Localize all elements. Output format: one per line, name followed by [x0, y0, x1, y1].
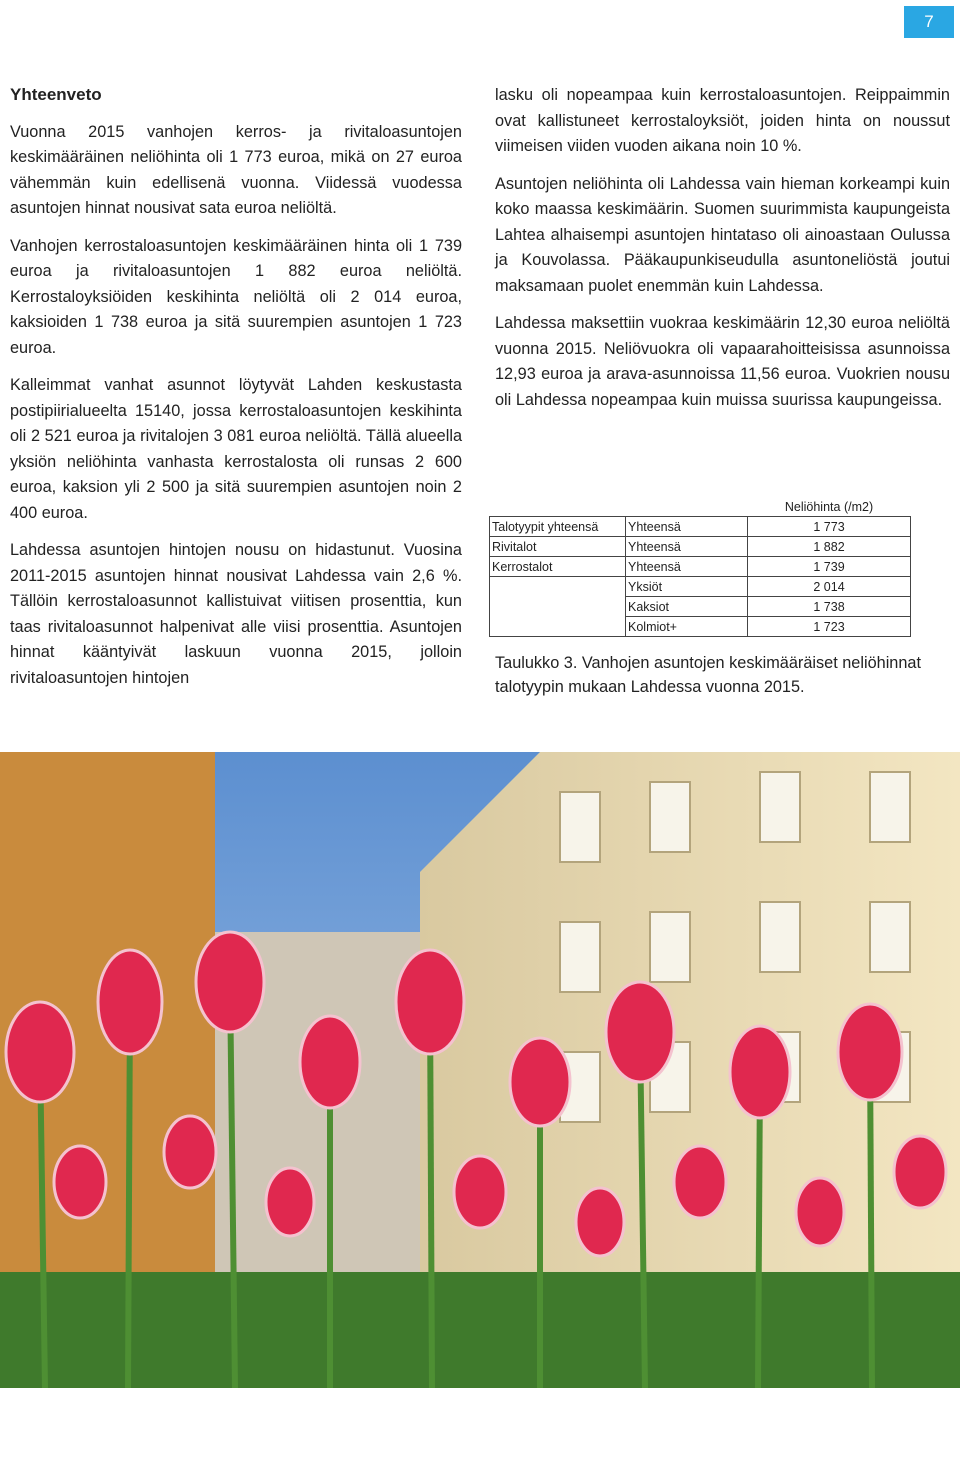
paragraph: Vanhojen kerrostaloasuntojen keskimääräinen hinta oli 1 739 euroa ja rivitaloasuntojen 1 882 euroa neliöltä. Kerrostaloyksiöiden keskihinta neliöltä oli 2 014 euroa, kaksioiden 1 738 euroa ja sitä suurempien asuntojen 1 723 euroa. — [10, 236, 462, 357]
left-column — [10, 82, 462, 703]
foliage — [0, 1272, 960, 1388]
table-cell — [490, 577, 626, 597]
table-cell: 2 014 — [748, 577, 911, 597]
paragraph: Lahdessa maksettiin vuokraa keskimäärin 12,30 euroa neliöltä vuonna 2015. Neliövuokra oli vapaarahoitteisissa asunnoissa 12,93 euroa ja arava-asunnoissa 11,56 euroa. Vuokrien nousu oli Lahdessa nopeampaa kuin muissa suurissa kaupungeissa. — [495, 314, 950, 409]
table-cell: 1 773 — [748, 517, 911, 537]
table-header: Neliöhinta (/m2) — [784, 499, 874, 514]
table-cell: Kerrostalot — [490, 557, 626, 577]
table-cell: 1 739 — [748, 557, 911, 577]
paragraph: Lahdessa asuntojen hintojen nousu on hidastunut. Vuosina 2011-2015 asuntojen hinnat nousivat Lahdessa vain 2,6 %. Tällöin kerrostaloasunnot kallistuivat viitisen prosenttia, kun taas rivitaloasunnot halpenivat alle viisi prosenttia. Asuntojen hinnat kääntyivät laskuun vuonna 2015, jolloin rivitaloasuntojen hintojen — [10, 541, 462, 687]
table-cell — [490, 617, 626, 637]
paragraph: lasku oli nopeampaa kuin kerrostaloasuntojen. Reippaimmin ovat kallistuneet kerrostaloyksiöt, joiden hinta on noussut viimeisen viiden vuoden aikana noin 10 %. — [495, 86, 950, 155]
tulips-photo — [0, 752, 960, 1388]
table-cell: Yhteensä — [626, 557, 748, 577]
table-cell: 1 738 — [748, 597, 911, 617]
table-header-row — [490, 497, 911, 517]
table-row — [490, 617, 911, 637]
table-row — [490, 577, 911, 597]
table-cell — [490, 597, 626, 617]
price-table — [489, 497, 911, 637]
table-row — [490, 597, 911, 617]
table-cell: Yhteensä — [626, 517, 748, 537]
paragraph: Asuntojen neliöhinta oli Lahdessa vain hieman korkeampi kuin koko maassa keskimäärin. Suomen suurimmista kaupungeista Lahtea alhaisempi asuntojen hintataso oli ainoastaan Oulussa ja Kouvolassa. Pääkaupunkiseudulla asuntoneliöstä joutui maksamaan puolet enemmän kuin Lahdessa. — [495, 174, 950, 295]
table-cell: Yksiöt — [626, 577, 748, 597]
right-column — [495, 83, 950, 425]
table-cell: 1 723 — [748, 617, 911, 637]
table-row — [490, 557, 911, 577]
table-cell: 1 882 — [748, 537, 911, 557]
table-cell: Yhteensä — [626, 537, 748, 557]
paragraph: Kalleimmat vanhat asunnot löytyvät Lahden keskustasta postipiirialueelta 15140, jossa kerrostaloasuntojen keskihinta oli 2 521 euroa ja rivitalojen 3 081 euroa neliöltä. Tällä alueella yksiön neliöhinta vanhasta kerrostalosta oli runsas 2 600 euroa, kaksion yli 2 500 ja sitä suurempien asuntojen noin 2 400 euroa. — [10, 376, 462, 522]
page-number-badge: 7 — [904, 6, 954, 38]
table-caption: Taulukko 3. Vanhojen asuntojen keskimääräiset neliöhinnat talotyypin mukaan Lahdessa vuonna 2015. — [495, 654, 921, 696]
section-heading: Yhteenveto — [10, 85, 102, 104]
table-cell: Talotyypit yhteensä — [490, 517, 626, 537]
table-row — [490, 537, 911, 557]
table-row — [490, 517, 911, 537]
table-cell: Kolmiot+ — [626, 617, 748, 637]
table-cell: Rivitalot — [490, 537, 626, 557]
table-cell: Kaksiot — [626, 597, 748, 617]
paragraph: Vuonna 2015 vanhojen kerros- ja rivitaloasuntojen keskimääräinen neliöhinta oli 1 773 euroa, mikä on 27 euroa vähemmän kuin edellisenä vuonna. Viidessä vuodessa asuntojen hinnat nousivat sata euroa neliöltä. — [10, 122, 462, 217]
